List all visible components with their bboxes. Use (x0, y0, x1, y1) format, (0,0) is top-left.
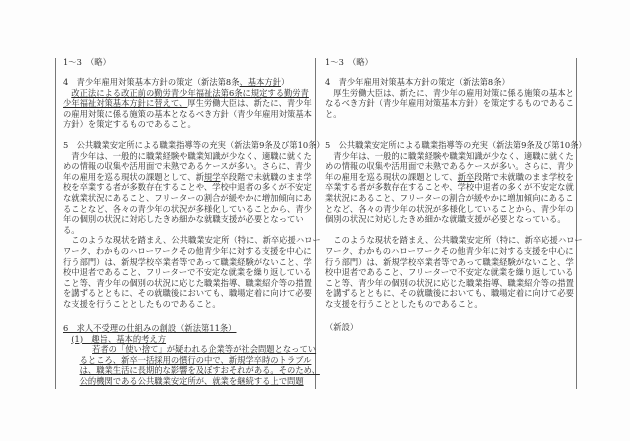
text-segment: な就業状況にあること、フリーターの割合が緩やかに増加傾向にあ (63, 192, 312, 203)
text-segment: 卒段階で未就職のまま学 (220, 171, 312, 182)
text-segment: （新設） (325, 322, 359, 332)
text-line (63, 88, 313, 99)
text-line (63, 225, 313, 236)
left-section-5 (63, 140, 325, 310)
text-line (325, 299, 575, 310)
text-line (325, 257, 575, 268)
underlined-amendment-text: 少年福祉対策基本方針に替えて、 (63, 98, 188, 109)
text-line (63, 193, 313, 204)
text-segment: 厚生労働大臣は、新たに、青少年 (187, 98, 312, 109)
text-segment: 方針）を策定するものであること。 (63, 119, 196, 130)
text-segment: 年の雇用を巡る現状の課題として、 (325, 171, 458, 182)
text-line (63, 288, 313, 299)
text-line (63, 267, 313, 278)
underlined-amendment-text: 公的機関である公共職業安定所が、就業を継続する上で問題 (79, 375, 304, 386)
text-segment: 業状況にあること、フリーターの割合が緩やかに増加傾向にあるこ (325, 192, 574, 203)
text-segment: を講ずるとともに、その就職後においても、職場定着に向けて必要 (325, 288, 574, 299)
text-segment: 卒業する者が多数存在することや、学校中退者の多くが不安定な就 (325, 182, 574, 193)
text-line (63, 161, 313, 172)
text-segment: を講ずるとともに、その就職後においても、職場定着に向けて必要 (63, 288, 312, 299)
text-line (325, 288, 575, 299)
text-segment: 厚生労働大臣は、新たに、青少年の雇用対策に係る施策の基本と (333, 87, 574, 98)
text-line (63, 214, 313, 225)
underlined-amendment-text: (1) 趣旨、基本的考え方 (71, 333, 167, 344)
text-segment: めの情報の収集や活用面で未熟であるケースが多い。さらに、青少 (63, 161, 312, 172)
text-line (63, 140, 325, 151)
text-line (325, 172, 575, 183)
text-line (325, 161, 575, 172)
underlined-amendment-text: 6 求人不受理の仕組みの創設（新法第11条） (63, 323, 237, 333)
text-line (63, 355, 313, 366)
text-line (325, 204, 575, 215)
text-line (63, 98, 313, 109)
right-section-5 (325, 140, 587, 310)
text-segment: こと等、青少年の個別の状況に応じた職業指導、職業紹介等の措置 (325, 277, 574, 288)
text-segment: めの情報の収集や活用面で未熟であるケースが多い。さらに、青少 (325, 161, 574, 172)
text-line (63, 323, 313, 334)
text-line (325, 98, 575, 109)
underlined-amendment-text: 改正法による改正前の勤労青少年福祉法第6条に規定する勤労青 (71, 87, 309, 98)
text-line (325, 109, 575, 120)
text-line (63, 182, 313, 193)
text-line (325, 278, 575, 289)
text-line (325, 267, 575, 278)
right-section-4 (325, 77, 575, 119)
text-segment: 4 青少年雇用対策基本方針の策定（新法第8条） (325, 77, 510, 87)
underlined-amendment-text: るところ、新卒一括採用の慣行の中で、新規学卒時のトラブル (79, 354, 312, 365)
text-line (63, 334, 313, 345)
text-line (325, 214, 575, 225)
text-segment: ることなど、各々の青少年の状況が多様化していることから、青少 (63, 203, 312, 214)
text-segment: 青少年は、一般的に職業経験や職業知識が少なく、適職に就くた (71, 150, 312, 161)
text-segment: 校中退者であること、フリーターで不安定な就業を繰り返している (325, 267, 574, 278)
text-segment: の雇用対策に係る施策の基本となるべき方針（青少年雇用対策基本 (63, 108, 312, 119)
text-segment: な支援を行うこととしたものであること。 (325, 298, 483, 309)
text-segment: と。 (325, 108, 342, 119)
left-omitted-note: 1～3 （略） (63, 57, 111, 67)
text-line (63, 246, 313, 257)
underlined-amendment-text: 規学 (203, 171, 221, 182)
text-line (63, 119, 313, 130)
text-segment: 校を卒業する者が多数存在することや、学校中退者の多くが不安定 (63, 182, 312, 193)
underlined-amendment-text: 、基本方針 (239, 77, 281, 87)
text-segment: このような現状を踏まえ、公共職業安定所（特に、新卒応援ハロー (71, 235, 321, 246)
text-line (63, 235, 321, 246)
text-segment: 5 公共職業安定所による職業指導等の充実（新法第9条及び第10条） (325, 140, 587, 150)
text-segment: な支援を行うこととしたものであること。 (63, 298, 221, 309)
underlined-amendment-text: は、職業生活に長期的な影響を及ぼすおそれがある。そのため、 (79, 365, 320, 376)
underlined-amendment-text: 新卒 (457, 171, 475, 182)
text-segment: 個別の状況に対応したきめ細かな就職支援が必要となっている。 (325, 214, 566, 225)
text-segment: となど、各々の青少年の状況が多様化していることから、青少年の (325, 203, 574, 214)
text-line (63, 151, 313, 162)
left-section-6 (63, 323, 320, 387)
text-line (63, 257, 313, 268)
text-line (63, 365, 320, 376)
text-line (63, 77, 313, 88)
text-segment: ） (281, 77, 290, 87)
text-segment: なるべき方針（青少年雇用対策基本方針）を策定するものであるこ (325, 98, 574, 109)
text-segment: 段階で未就職のまま学校を (474, 171, 574, 182)
text-line (63, 376, 313, 387)
blank-line (325, 225, 575, 236)
text-segment: 4 青少年雇用対策基本方針の策定（新法第8条 (63, 77, 240, 87)
table-border-right (576, 58, 577, 389)
text-line (63, 344, 317, 355)
text-line (325, 235, 583, 246)
text-segment: ワーク、わかものハローワークその他青少年に対する支援を中心に (63, 245, 312, 256)
text-line (325, 151, 575, 162)
text-line (325, 246, 575, 257)
text-line (63, 109, 313, 120)
table-border-left (55, 58, 56, 389)
text-line (63, 278, 313, 289)
left-section-4 (63, 77, 313, 130)
text-segment: る。 (63, 224, 80, 235)
text-segment: 年の個別の状況に対応したきめ細かな就職支援が必要となってい (63, 214, 304, 225)
text-line (325, 193, 575, 204)
text-segment: 年の雇用を巡る現状の課題として、新 (63, 171, 204, 182)
text-line (325, 77, 575, 88)
underlined-amendment-text: 若者の「使い捨て」が疑われる企業等が社会問題となってい (92, 344, 317, 355)
text-segment: 5 公共職業安定所による職業指導等の充実（新法第9条及び第10条） (63, 140, 325, 150)
text-segment: 校中退者であること、フリーターで不安定な就業を繰り返している (63, 267, 312, 278)
text-segment: ワーク、わかものハローワークその他青少年に対する支援を中心に (325, 245, 574, 256)
text-segment: 行う部門）は、新規学校卒業者等であって職業経験がないこと、学 (63, 256, 312, 267)
column-divider (315, 58, 316, 389)
right-omitted-note: 1～3 （略） (325, 57, 373, 67)
text-line (63, 299, 313, 310)
text-line (63, 172, 313, 183)
text-segment: このような現状を踏まえ、公共職業安定所（特に、新卒応援ハロー (333, 235, 583, 246)
text-line (325, 88, 575, 99)
text-line (325, 140, 587, 151)
text-segment: 行う部門）は、新規学校卒業者等であって職業経験がないこと、学 (325, 256, 574, 267)
text-line (325, 182, 575, 193)
text-line (63, 204, 313, 215)
text-segment: 青少年は、一般的に職業経験や職業知識が少なく、適職に就くた (333, 150, 574, 161)
text-segment: こと等、青少年の個別の状況に応じた職業指導、職業紹介等の措置 (63, 277, 312, 288)
right-section-new (325, 322, 575, 333)
text-line (325, 322, 575, 333)
